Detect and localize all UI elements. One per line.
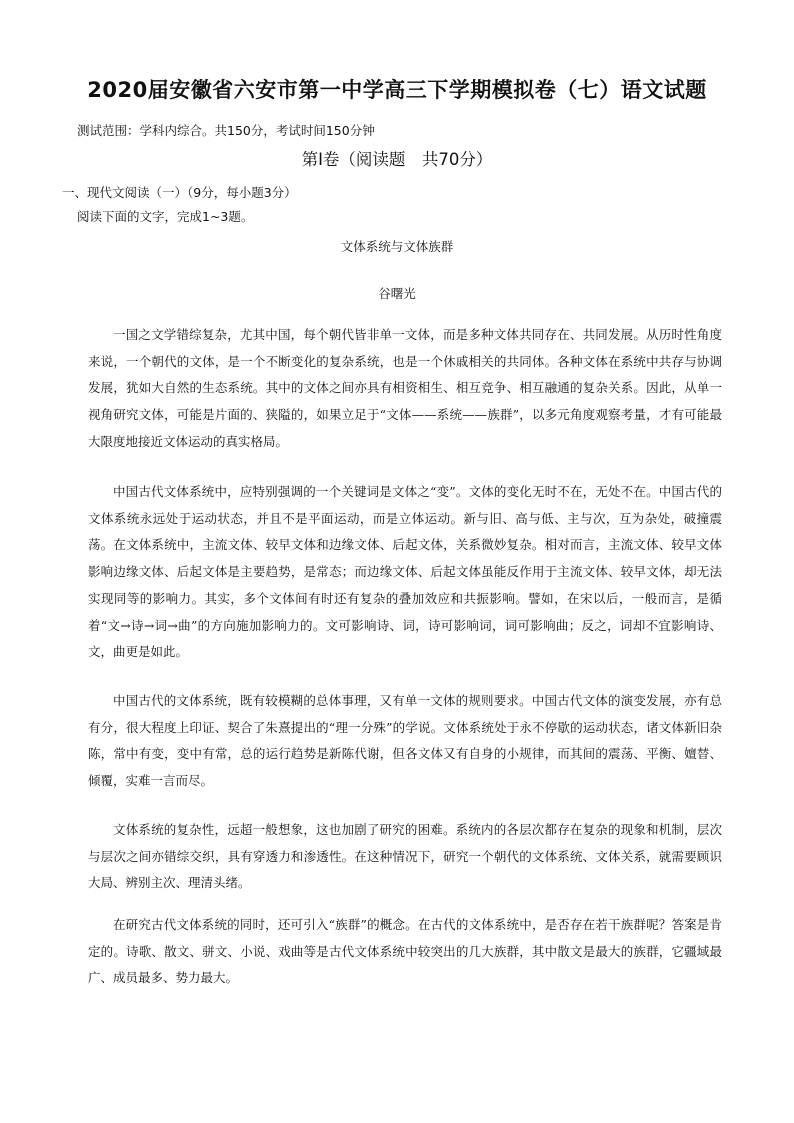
article-paragraph: 一国之文学错综复杂，尤其中国，每个朝代皆非单一文体，而是多种文体共同存在、共同发展。从历时性角度来说，一个朝代的文体，是一个不断变化的复杂系统，也是一个休戚相关的共同体。各种文体在系统中共存与协调发展，犹如大自然的生态系统。其中的文体之间亦具有相资相生、相互竞争、相互融通的复杂关系。因此，从单一视角研究文体，可能是片面的、狭隘的，如果立足于“文体——系统——族群”，以多元角度观察考量，才有可能最大限度地接近文体运动的真实格局。 — [88, 327, 722, 449]
article-title: 文体系统与文体族群 — [340, 239, 454, 254]
article-paragraph: 文体系统的复杂性，远超一般想象，这也加剧了研究的困难。系统内的各层次都存在复杂的现象和机制，层次与层次之间亦错综交织，具有穿透力和渗透性。在这种情况下，研究一个朝代的文体系统、文体关系，就需要顾识大局、辨别主次、理清头绪。 — [88, 822, 722, 891]
article-author: 谷曙光 — [378, 286, 416, 301]
article-paragraph: 中国古代的文体系统，既有较模糊的总体事理，又有单一文体的规则要求。中国古代文体的演变发展，亦有总有分，很大程度上印证、契合了朱熹提出的“理一分殊”的学说。文体系统处于永不停歇的运动状态，诸文体新旧杂陈，常中有变，变中有常，总的运行趋势是新陈代谢，但各文体又有自身的小规律，而其间的震荡、平衡、嬗替、倾覆，实难一言而尽。 — [88, 693, 722, 789]
exam-scope-info: 测试范围：学科内综合。共150分，考试时间150分钟 — [77, 123, 375, 138]
exam-title: 2020届安徽省六安市第一中学高三下学期模拟卷（七）语文试题 — [87, 78, 707, 102]
question-heading: 一、现代文阅读（一）（9分，每小题3分） — [62, 185, 297, 200]
reading-instruction: 阅读下面的文字，完成1~3题。 — [77, 209, 254, 224]
article-paragraph: 在研究古代文体系统的同时，还可引入“族群”的概念。在古代的文体系统中，是否存在若干族群呢？答案是肯定的。诗歌、散文、骈文、小说、戏曲等是古代文体系统中较突出的几大族群，其中散文是最大的族群，它疆域最广、成员最多、势力最大。 — [88, 917, 722, 986]
section-heading: 第Ⅰ卷（阅读题 共70分） — [301, 150, 493, 169]
article-paragraph: 中国古代文体系统中，应特别强调的一个关键词是文体之“变”。文体的变化无时不在，无处不在。中国古代的文体系统永远处于运动状态，并且不是平面运动，而是立体运动。新与旧、高与低、主与次，互为杂处，破撞震荡。在文体系统中，主流文体、较早文体和边缘文体、后起文体，关系微妙复杂。相对而言，主流文体、较早文体影响边缘文体、后起文体是主要趋势，是常态；而边缘文体、后起文体虽能反作用于主流文体、较早文体，却无法实现同等的影响力。其实，多个文体间有时还有复杂的叠加效应和共振影响。譬如，在宋以后，一般而言，是循着“文→诗→词→曲”的方向施加影响力的。文可影响诗、词，诗可影响词，词可影响曲；反之，词却不宜影响诗、文，曲更是如此。 — [88, 484, 722, 660]
